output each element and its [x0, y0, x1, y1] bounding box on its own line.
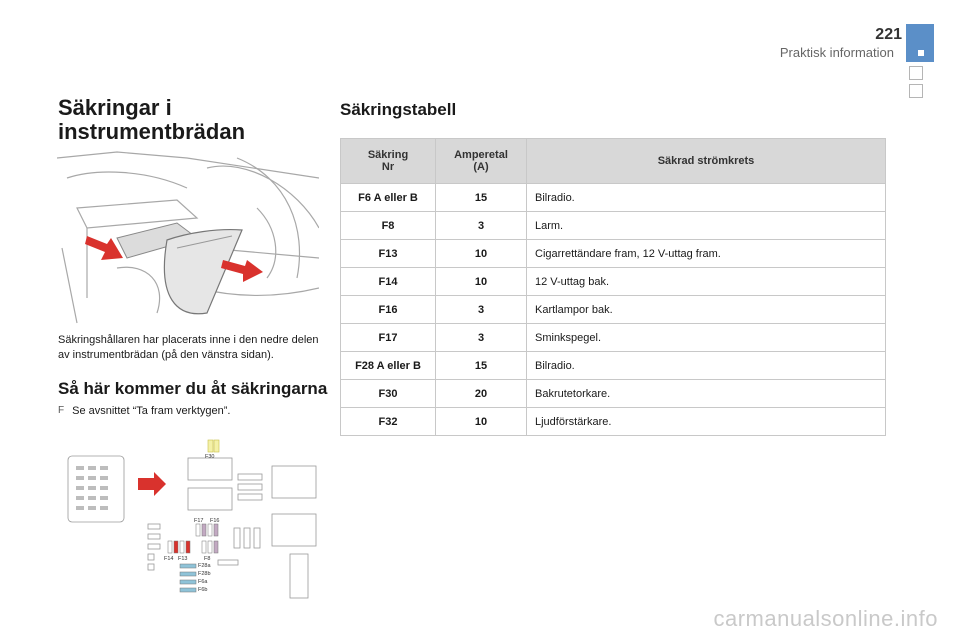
tab-box-icon: [909, 66, 923, 80]
cell-fuse: F16: [341, 296, 436, 324]
table-row: [341, 324, 886, 352]
page-title-text: Säkringar i instrumentbrädan: [58, 95, 246, 144]
svg-text:F17: F17: [194, 518, 204, 524]
cell-circuit: Bilradio.: [527, 184, 886, 212]
access-fuses-heading: Så här kommer du åt säkringarna: [58, 379, 328, 398]
cell-fuse: F6 A eller B: [341, 184, 436, 212]
cell-amperage: 10: [436, 408, 527, 436]
cell-amperage: 3: [436, 324, 527, 352]
table-row: [341, 268, 886, 296]
cell-fuse: F17: [341, 324, 436, 352]
cell-amperage: 3: [436, 296, 527, 324]
table-row: [341, 240, 886, 268]
instruction-bullet: [58, 405, 230, 417]
svg-text:F14: F14: [164, 556, 174, 562]
tab-box-icon: [909, 84, 923, 98]
cell-circuit: Ljudförstärkare.: [527, 408, 886, 436]
table-row: [341, 380, 886, 408]
cell-circuit: Bilradio.: [527, 352, 886, 380]
cell-circuit: Bakrutetorkare.: [527, 380, 886, 408]
cell-fuse: F8: [341, 212, 436, 240]
cell-fuse: F30: [341, 380, 436, 408]
cell-amperage: 20: [436, 380, 527, 408]
cell-circuit: 12 V-uttag bak.: [527, 268, 886, 296]
watermark: carmanualsonline.info: [713, 606, 938, 631]
table-row: [341, 296, 886, 324]
table-row: [341, 184, 886, 212]
table-row: [341, 212, 886, 240]
cell-circuit: Kartlampor bak.: [527, 296, 886, 324]
svg-text:F8: F8: [204, 556, 211, 562]
tab-marker-icon: [918, 50, 924, 56]
cell-fuse: F32: [341, 408, 436, 436]
table-row: [341, 408, 886, 436]
cell-circuit: Larm.: [527, 212, 886, 240]
page-title: [58, 96, 318, 144]
dashboard-photo: [57, 148, 319, 324]
fuse-box-description: Säkringshållaren har placerats inne i den nedre delen av instrumentbrädan (på den vänstra sidan).: [58, 334, 319, 361]
cell-fuse: F28 A eller B: [341, 352, 436, 380]
cell-fuse: F14: [341, 268, 436, 296]
fuse-table-header-row: [341, 139, 886, 184]
table-row: [341, 352, 886, 380]
cell-fuse: F13: [341, 240, 436, 268]
fuse-table: [340, 138, 886, 436]
svg-text:F28b: F28b: [198, 571, 211, 577]
section-label: Praktisk information: [779, 45, 894, 60]
fuse-box-diagram: [58, 436, 320, 600]
svg-text:F16: F16: [210, 518, 220, 524]
fuse-table-heading: Säkringstabell: [340, 100, 457, 119]
column-header-circuit: Säkrad strömkrets: [527, 139, 886, 184]
svg-text:F13: F13: [178, 556, 188, 562]
svg-text:F30: F30: [205, 454, 215, 460]
cell-amperage: 3: [436, 212, 527, 240]
svg-text:F28a: F28a: [198, 563, 211, 569]
svg-text:F6a: F6a: [198, 579, 208, 585]
cell-circuit: Sminkspegel.: [527, 324, 886, 352]
section-tab: [906, 24, 934, 62]
instruction-text: Se avsnittet “Ta fram verktygen”.: [72, 405, 231, 417]
svg-text:F6b: F6b: [198, 587, 208, 593]
cell-circuit: Cigarrettändare fram, 12 V-uttag fram.: [527, 240, 886, 268]
cell-amperage: 15: [436, 352, 527, 380]
column-header-amperage: Amperetal (A): [436, 139, 527, 184]
page-number: 221: [875, 26, 902, 43]
column-header-fuse: Säkring Nr: [341, 139, 436, 184]
cell-amperage: 15: [436, 184, 527, 212]
cell-amperage: 10: [436, 268, 527, 296]
bullet-arrow-icon: F: [58, 405, 65, 416]
cell-amperage: 10: [436, 240, 527, 268]
